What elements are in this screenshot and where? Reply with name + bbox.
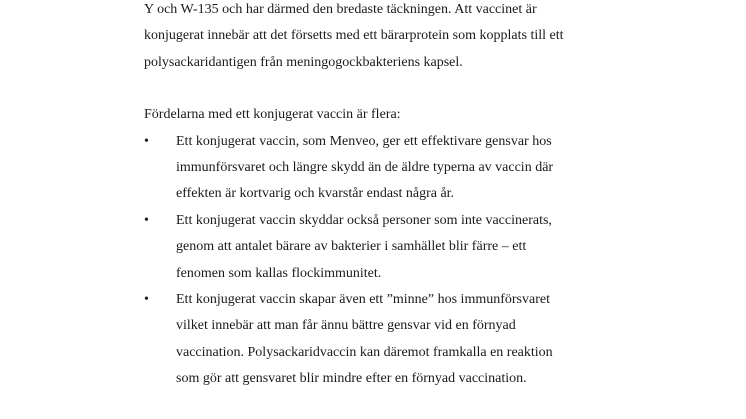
list-item-line: Ett konjugerat vaccin skapar även ett ”minne” hos immunförsvaret xyxy=(176,291,550,307)
list-item-line: som gör att gensvaret blir mindre efter en förnyad vaccination. xyxy=(176,371,527,387)
list-item-line: vaccination. Polysackaridvaccin kan däremot framkalla en reaktion xyxy=(176,344,553,360)
bullet-icon: • xyxy=(144,212,149,228)
list-item xyxy=(144,287,614,393)
list-item-line: genom att antalet bärare av bakterier i samhället blir färre – ett xyxy=(176,239,527,255)
paragraph-line: konjugerat innebär att det försetts med ett bärarprotein som kopplats till ett xyxy=(144,28,564,44)
bullet-icon: • xyxy=(144,291,149,307)
document-page xyxy=(144,0,614,392)
paragraph-spacer xyxy=(144,76,614,102)
list-item xyxy=(144,208,614,287)
list-item xyxy=(144,129,614,208)
list-heading: Fördelarna med ett konjugerat vaccin är flera: xyxy=(144,107,401,123)
benefits-list xyxy=(144,129,614,393)
paragraph-line: polysackaridantigen från meningogockbakteriens kapsel. xyxy=(144,54,463,70)
paragraph-line: Y och W-135 och har därmed den bredaste täckningen. Att vaccinet är xyxy=(144,2,537,17)
bullet-icon: • xyxy=(144,133,149,149)
list-item-line: effekten är kortvarig och kvarstår endast några år. xyxy=(176,186,455,202)
list-item-line: fenomen som kallas flockimmunitet. xyxy=(176,265,382,281)
intro-paragraph xyxy=(144,0,614,76)
list-item-line: Ett konjugerat vaccin, som Menveo, ger ett effektivare gensvar hos xyxy=(176,133,552,149)
list-item-line: immunförsvaret och längre skydd än de äldre typerna av vaccin där xyxy=(176,159,554,175)
list-item-line: vilket innebär att man får ännu bättre gensvar vid en förnyad xyxy=(176,318,516,334)
list-item-line: Ett konjugerat vaccin skyddar också personer som inte vaccinerats, xyxy=(176,212,552,228)
